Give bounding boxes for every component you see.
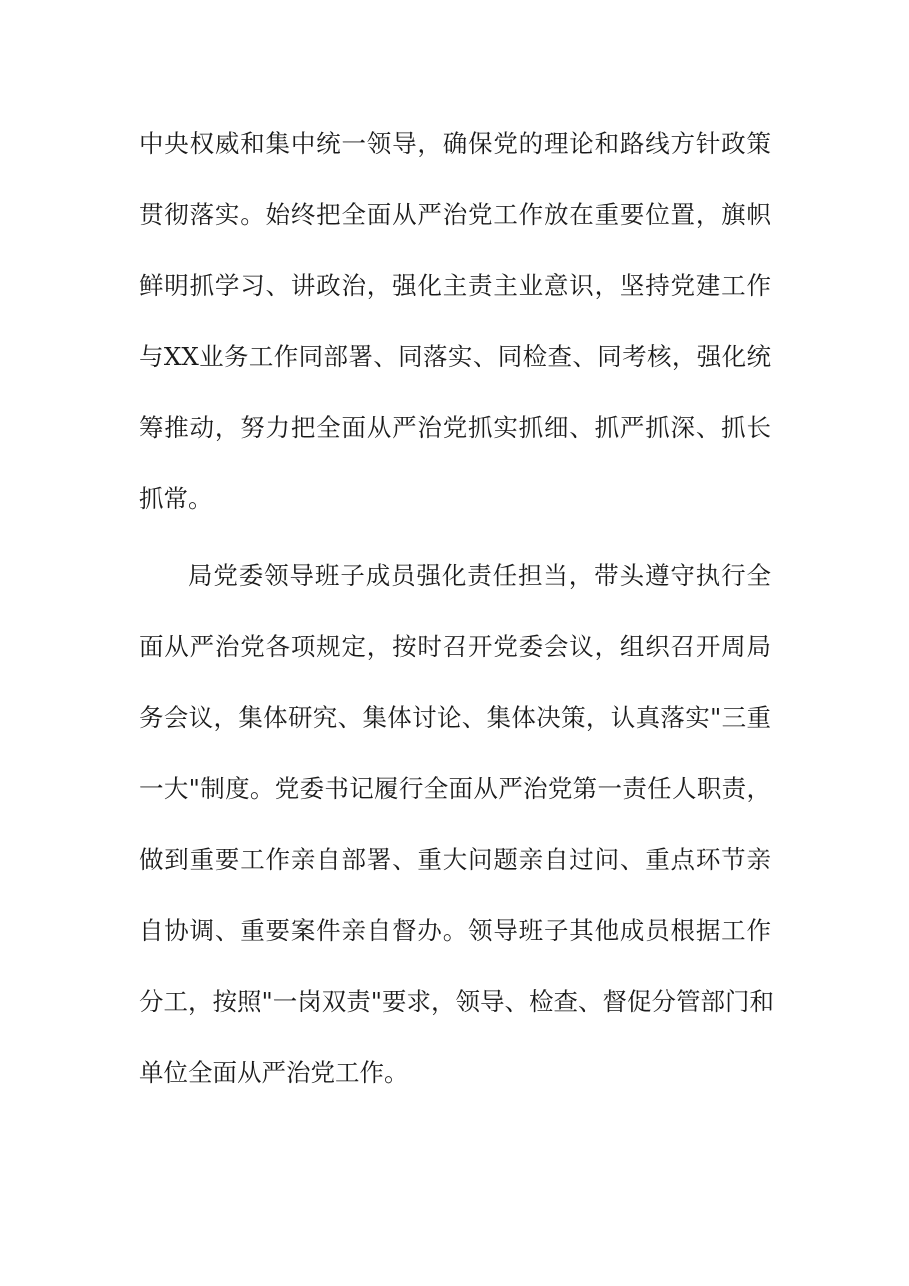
text-line: 分工，按照"一岗双责"要求，领导、检查、督促分管部门和 (139, 987, 775, 1016)
text-line: 务会议，集体研究、集体讨论、集体决策，认真落实"三重 (139, 703, 771, 732)
text-line: 筹推动，努力把全面从严治党抓实抓细、抓严抓深、抓长 (139, 413, 771, 442)
text-line: 一大"制度。党委书记履行全面从严治党第一责任人职责， (139, 774, 771, 803)
text-line: 局党委领导班子成员强化责任担当，带头遵守执行全 (188, 561, 771, 590)
text-line: 单位全面从严治党工作。 (139, 1058, 409, 1087)
text-line: 抓常。 (139, 484, 213, 513)
text-line: 与XX业务工作同部署、同落实、同检查、同考核，强化统 (139, 342, 771, 371)
text-line: 中央权威和集中统一领导，确保党的理论和路线方针政策 (139, 129, 771, 158)
text-line: 自协调、重要案件亲自督办。领导班子其他成员根据工作 (139, 916, 771, 945)
text-line: 鲜明抓学习、讲政治，强化主责主业意识，坚持党建工作 (139, 271, 771, 300)
text-line: 面从严治党各项规定，按时召开党委会议，组织召开周局 (139, 632, 771, 661)
text-line: 做到重要工作亲自部署、重大问题亲自过问、重点环节亲 (139, 845, 771, 874)
text-line: 贯彻落实。始终把全面从严治党工作放在重要位置，旗帜 (139, 200, 771, 229)
